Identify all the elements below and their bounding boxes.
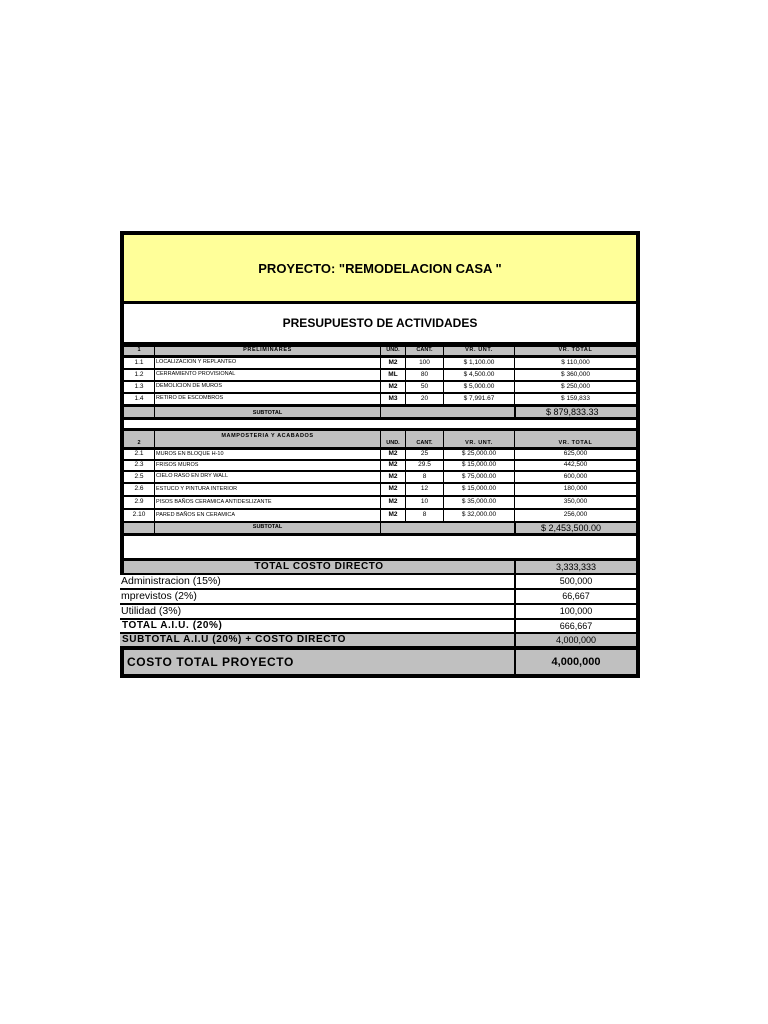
table-row-cant[interactable]: 20 — [406, 394, 443, 404]
subtotal-aiu-value[interactable]: 4,000,000 — [516, 634, 636, 646]
budget-sheet — [120, 231, 640, 678]
total-aiu-label[interactable]: TOTAL A.I.U. (20%) — [120, 620, 514, 632]
imprevistos-value[interactable]: 66,667 — [516, 590, 636, 603]
col-und-header[interactable]: UND. — [381, 431, 405, 447]
table-row-unit[interactable]: $ 15,000.00 — [444, 461, 514, 470]
costo-total-label[interactable]: COSTO TOTAL PROYECTO — [124, 650, 514, 674]
total-costo-directo-value[interactable]: 3,333,333 — [516, 561, 636, 573]
table-row-total[interactable]: 442,500 — [515, 461, 636, 470]
administracion-label[interactable]: Administracion (15%) — [120, 575, 514, 588]
table-row-total[interactable]: $ 360,000 — [515, 370, 636, 380]
section2-subtotal-label[interactable]: SUBTOTAL — [155, 523, 380, 533]
project-title[interactable]: PROYECTO: "REMODELACION CASA " — [124, 235, 636, 301]
table-row-unit[interactable]: $ 4,500.00 — [444, 370, 514, 380]
table-row-unit[interactable]: $ 75,000.00 — [444, 472, 514, 482]
table-row-desc[interactable]: RETIRO DE ESCOMBROS — [155, 394, 380, 404]
table-row-item[interactable]: 2.9 — [124, 497, 154, 508]
section1-subtotal-label[interactable]: SUBTOTAL — [155, 407, 380, 417]
section1-name[interactable]: PRELIMINARES — [155, 347, 380, 355]
table-row-cant[interactable]: 10 — [406, 497, 443, 508]
col-und-header[interactable]: UND. — [381, 347, 405, 355]
table-row-desc[interactable]: FRISOS MUROS — [155, 461, 380, 470]
table-row-unit[interactable]: $ 32,000.00 — [444, 510, 514, 521]
table-row-und[interactable]: M2 — [381, 484, 405, 495]
table-row-desc[interactable]: MUROS EN BLOQUE H-10 — [155, 450, 380, 459]
administracion-value[interactable]: 500,000 — [516, 575, 636, 588]
table-row-cant[interactable]: 8 — [406, 472, 443, 482]
table-row-und[interactable]: M2 — [381, 472, 405, 482]
table-row-unit[interactable]: $ 1,100.00 — [444, 358, 514, 368]
table-row-cant[interactable]: 29.5 — [406, 461, 443, 470]
section2-name[interactable]: MAMPOSTERIA Y ACABADOS — [155, 431, 380, 447]
table-row-total[interactable]: 256,000 — [515, 510, 636, 521]
table-row-desc[interactable]: DEMOLICION DE MUROS — [155, 382, 380, 392]
subtotal-blank — [381, 407, 514, 417]
table-row-cant[interactable]: 25 — [406, 450, 443, 459]
table-row-item[interactable]: 1.4 — [124, 394, 154, 404]
table-row-cant[interactable]: 12 — [406, 484, 443, 495]
spacer-row — [124, 420, 636, 428]
total-costo-directo-label[interactable]: TOTAL COSTO DIRECTO — [124, 561, 514, 573]
imprevistos-label[interactable]: mprevistos (2%) — [120, 590, 514, 603]
table-row-item[interactable]: 1.2 — [124, 370, 154, 380]
table-row-desc[interactable]: CIELO RASO EN DRY WALL — [155, 472, 380, 482]
section2-subtotal-value[interactable]: $ 2,453,500.00 — [516, 523, 636, 533]
col-vrtotal-header[interactable]: VR. TOTAL — [515, 347, 636, 355]
section1-subtotal-value[interactable]: $ 879,833.33 — [516, 407, 636, 417]
table-row-item[interactable]: 2.6 — [124, 484, 154, 495]
table-row-desc[interactable]: PISOS BAÑOS CERAMICA ANTIDESLIZANTE — [155, 497, 380, 508]
col-cant-header[interactable]: CANT. — [406, 347, 443, 355]
table-row-item[interactable]: 2.10 — [124, 510, 154, 521]
subtotal-blank — [124, 407, 154, 417]
table-row-item[interactable]: 2.5 — [124, 472, 154, 482]
section1-number[interactable]: 1 — [124, 347, 154, 355]
table-row-und[interactable]: M2 — [381, 510, 405, 521]
table-row-cant[interactable]: 100 — [406, 358, 443, 368]
table-row-unit[interactable]: $ 7,991.67 — [444, 394, 514, 404]
col-cant-header[interactable]: CANT. — [406, 431, 443, 447]
table-row-cant[interactable]: 50 — [406, 382, 443, 392]
table-row-item[interactable]: 2.3 — [124, 461, 154, 470]
utilidad-value[interactable]: 100,000 — [516, 605, 636, 618]
subtotal-blank — [381, 523, 514, 533]
table-row-cant[interactable]: 80 — [406, 370, 443, 380]
table-row-und[interactable]: M2 — [381, 382, 405, 392]
col-vrunt-header[interactable]: VR. UNT. — [444, 347, 514, 355]
table-row-und[interactable]: M2 — [381, 358, 405, 368]
table-row-item[interactable]: 1.1 — [124, 358, 154, 368]
section2-number[interactable]: 2 — [124, 431, 154, 447]
table-row-total[interactable]: $ 159,833 — [515, 394, 636, 404]
table-row-und[interactable]: M2 — [381, 461, 405, 470]
table-row-desc[interactable]: PARED BAÑOS EN CERAMICA — [155, 510, 380, 521]
subtotal-aiu-label[interactable]: SUBTOTAL A.I.U (20%) + COSTO DIRECTO — [120, 634, 514, 646]
col-vrtotal-header[interactable]: VR. TOTAL — [515, 431, 636, 447]
table-row-unit[interactable]: $ 25,000.00 — [444, 450, 514, 459]
total-aiu-value[interactable]: 666,667 — [516, 620, 636, 632]
table-row-unit[interactable]: $ 35,000.00 — [444, 497, 514, 508]
budget-title[interactable]: PRESUPUESTO DE ACTIVIDADES — [124, 304, 636, 342]
col-vrunt-header[interactable]: VR. UNT. — [444, 431, 514, 447]
table-row-und[interactable]: M3 — [381, 394, 405, 404]
table-row-total[interactable]: 180,000 — [515, 484, 636, 495]
costo-total-value[interactable]: 4,000,000 — [516, 650, 636, 674]
table-row-desc[interactable]: CERRAMIENTO PROVISIONAL — [155, 370, 380, 380]
utilidad-label[interactable]: Utilidad (3%) — [120, 605, 514, 618]
table-row-total[interactable]: 625,000 — [515, 450, 636, 459]
table-row-und[interactable]: ML — [381, 370, 405, 380]
table-row-desc[interactable]: ESTUCO Y PINTURA INTERIOR — [155, 484, 380, 495]
table-row-total[interactable]: 350,000 — [515, 497, 636, 508]
spacer-row — [124, 536, 636, 558]
table-row-cant[interactable]: 8 — [406, 510, 443, 521]
table-row-und[interactable]: M2 — [381, 450, 405, 459]
table-row-total[interactable]: $ 110,000 — [515, 358, 636, 368]
table-row-unit[interactable]: $ 5,000.00 — [444, 382, 514, 392]
table-row-total[interactable]: 600,000 — [515, 472, 636, 482]
table-row-item[interactable]: 2.1 — [124, 450, 154, 459]
subtotal-blank — [124, 523, 154, 533]
table-row-und[interactable]: M2 — [381, 497, 405, 508]
table-row-unit[interactable]: $ 15,000.00 — [444, 484, 514, 495]
table-row-desc[interactable]: LOCALIZACION Y REPLANTEO — [155, 358, 380, 368]
table-row-total[interactable]: $ 250,000 — [515, 382, 636, 392]
table-row-item[interactable]: 1.3 — [124, 382, 154, 392]
